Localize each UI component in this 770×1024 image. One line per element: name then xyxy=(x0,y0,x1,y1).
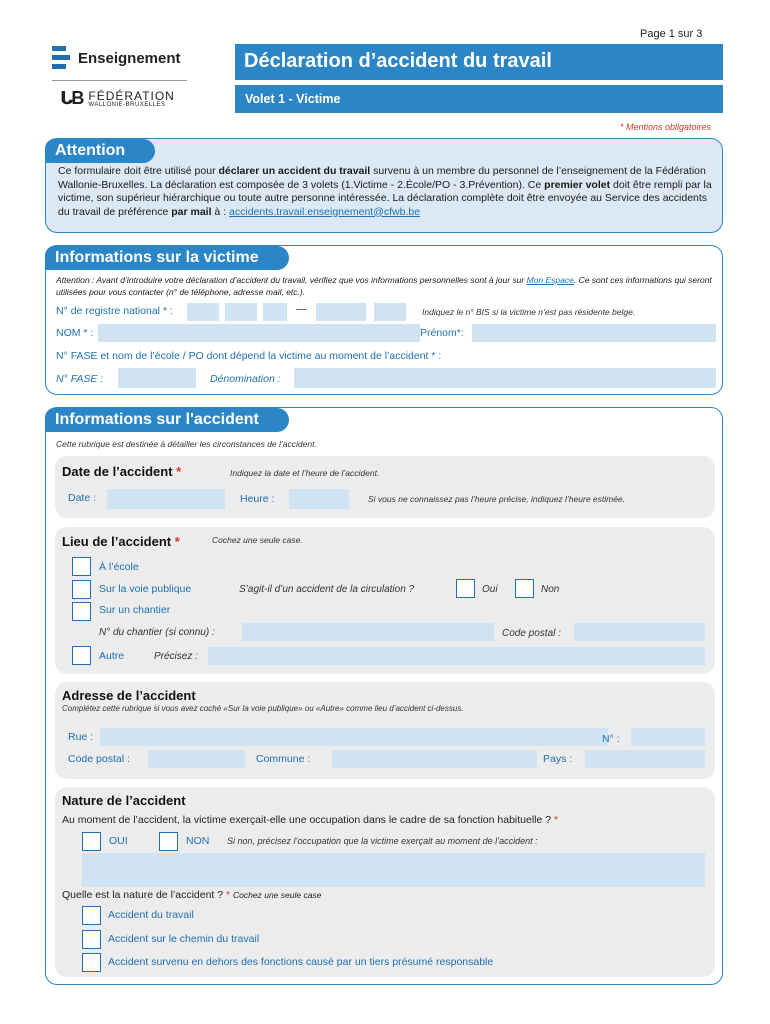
occupation-oui-checkbox[interactable] xyxy=(82,832,101,851)
adresse-heading: Adresse de l’accident xyxy=(62,688,196,703)
logo-divider xyxy=(52,80,187,81)
precisez-label: Précisez : xyxy=(154,651,198,662)
pays-field[interactable] xyxy=(585,750,705,768)
occupation-field[interactable] xyxy=(82,853,705,887)
victim-note: Attention : Avant d’introduire votre déclaration d’accident du travail, vérifiez que vos informations personnelles sont à jour sur Mon Espace. Ce sont ces informations qui seront utilisées pour vous contacter (n° de téléphone, adresse mail, etc.). xyxy=(56,275,712,297)
ecole-label: À l’école xyxy=(99,561,139,573)
enseignement-logo xyxy=(52,46,181,70)
numero-field[interactable] xyxy=(631,728,705,746)
accident-travail-label: Accident du travail xyxy=(108,909,194,921)
form-subtitle: Volet 1 - Victime xyxy=(235,85,723,113)
nom-label: NOM * : xyxy=(56,327,94,339)
lieu-heading: Lieu de l’accident * xyxy=(62,534,180,549)
adresse-hint: Complétez cette rubrique si vous avez coché «Sur la voie publique» ou «Autre» comme lieu d’accident ci-dessus. xyxy=(62,704,464,713)
occupation-non-checkbox[interactable] xyxy=(159,832,178,851)
date-label: Date : xyxy=(68,492,97,504)
adresse-subsection xyxy=(55,682,715,779)
accident-chemin-checkbox[interactable] xyxy=(82,930,101,949)
circulation-non-checkbox[interactable] xyxy=(515,579,534,598)
prenom-field[interactable] xyxy=(472,324,716,342)
voie-publique-checkbox[interactable] xyxy=(72,580,91,599)
rue-field[interactable] xyxy=(100,728,608,746)
accident-intro: Cette rubrique est destinée à détailler les circonstances de l’accident. xyxy=(56,439,317,449)
enseignement-logo-text: Enseignement xyxy=(78,49,181,67)
fase-label: N° FASE : xyxy=(56,373,104,385)
circulation-oui-checkbox[interactable] xyxy=(456,579,475,598)
adresse-cp-label: Code postal : xyxy=(68,753,130,765)
rue-label: Rue : xyxy=(68,731,94,743)
occupation-non-hint: Si non, précisez l’occupation que la victime exerçait au moment de l’accident : xyxy=(227,836,538,846)
chantier-num-field[interactable] xyxy=(242,623,494,641)
autre-checkbox[interactable] xyxy=(72,646,91,665)
nature-question: Quelle est la nature de l’accident ? * Cochez une seule case xyxy=(62,889,322,901)
commune-field[interactable] xyxy=(332,750,537,768)
denomination-label: Dénomination : xyxy=(210,373,281,385)
registre-label: N° de registre national * : xyxy=(56,305,173,317)
mandatory-note: * Mentions obligatoires xyxy=(620,122,712,132)
circulation-non-label: Non xyxy=(541,584,560,595)
email-link[interactable]: accidents.travail.enseignement@cfwb.be xyxy=(229,205,421,218)
lieu-subsection xyxy=(55,527,715,674)
fwb-logo-line1: FÉDÉRATION xyxy=(88,88,175,103)
enseignement-logo-icon xyxy=(52,46,70,70)
nom-field[interactable] xyxy=(98,324,420,342)
page-number: Page 1 sur 3 xyxy=(640,28,703,40)
mon-espace-link[interactable]: Mon Espace xyxy=(526,275,574,285)
fwb-logo xyxy=(60,88,175,109)
registre-field-1[interactable] xyxy=(187,303,219,321)
fwb-logo-line2: WALLONIE-BRUXELLES xyxy=(88,101,166,108)
occupation-question: Au moment de l’accident, la victime exerçait-elle une occupation dans le cadre de sa fonction habituelle ? * xyxy=(62,814,559,826)
autre-label: Autre xyxy=(99,650,125,662)
heure-hint: Si vous ne connaissez pas l’heure précise, indiquez l’heure estimée. xyxy=(368,494,626,504)
voie-publique-label: Sur la voie publique xyxy=(99,583,192,595)
registre-field-5[interactable] xyxy=(374,303,406,321)
accident-tiers-label: Accident survenu en dehors des fonctions causé par un tiers présumé responsable xyxy=(108,956,494,968)
heure-field[interactable] xyxy=(289,489,349,509)
numero-label: N° : xyxy=(602,733,620,745)
chantier-cp-label: Code postal : xyxy=(502,628,561,639)
registre-hint: Indiquez le n° BIS si la victime n’est pas résidente belge. xyxy=(422,307,636,317)
victim-section xyxy=(45,245,723,395)
lieu-hint: Cochez une seule case. xyxy=(212,535,303,545)
pays-label: Pays : xyxy=(543,753,573,765)
victim-section-title: Informations sur la victime xyxy=(45,246,289,270)
chantier-cp-field[interactable] xyxy=(574,623,705,641)
fwb-logo-icon: ᒐB xyxy=(60,88,83,108)
chantier-num-label: N° du chantier (si connu) : xyxy=(99,627,215,638)
registre-field-2[interactable] xyxy=(225,303,257,321)
accident-travail-checkbox[interactable] xyxy=(82,906,101,925)
registre-field-3[interactable] xyxy=(263,303,287,321)
chantier-label: Sur un chantier xyxy=(99,604,171,616)
commune-label: Commune : xyxy=(256,753,311,765)
ecole-checkbox[interactable] xyxy=(72,557,91,576)
attention-section xyxy=(45,138,723,233)
autre-precisez-field[interactable] xyxy=(208,647,705,665)
circulation-oui-label: Oui xyxy=(482,584,498,595)
accident-chemin-label: Accident sur le chemin du travail xyxy=(108,933,260,945)
adresse-cp-field[interactable] xyxy=(148,750,245,768)
circulation-question: S’agit-il d’un accident de la circulation ? xyxy=(239,584,415,595)
fase-question: N° FASE et nom de l’école / PO dont dépend la victime au moment de l’accident * : xyxy=(56,350,442,362)
occupation-non-label: NON xyxy=(186,835,210,847)
nature-subsection xyxy=(55,787,715,977)
date-heading: Date de l’accident * xyxy=(62,464,182,479)
registre-dash: — xyxy=(296,303,307,315)
date-subsection xyxy=(55,456,715,518)
chantier-checkbox[interactable] xyxy=(72,602,91,621)
denomination-field[interactable] xyxy=(294,368,716,388)
accident-section-title: Informations sur l'accident xyxy=(45,408,289,432)
nature-heading: Nature de l’accident xyxy=(62,793,186,808)
date-field[interactable] xyxy=(107,489,225,509)
date-hint: Indiquez la date et l’heure de l’accident. xyxy=(230,468,380,478)
form-title: Déclaration d’accident du travail xyxy=(235,44,723,80)
registre-field-4[interactable] xyxy=(316,303,366,321)
heure-label: Heure : xyxy=(240,493,275,505)
accident-tiers-checkbox[interactable] xyxy=(82,953,101,972)
occupation-oui-label: OUI xyxy=(109,835,128,847)
attention-text: Ce formulaire doit être utilisé pour déclarer un accident du travail survenu à un membre du personnel de l’enseignement de la Fédération Wallonie-Bruxelles. La déclaration est composée de 3 volets (1.Victime - 2.École/PO - 3.Prévention). Ce premier volet doit être rempli par la victime, son supérieur hiérarchique ou toute autre personne intéressée. La déclaration complète doit être envoyée au Service des accidents du travail de préférence par mail à : accidents.travail.enseignement@cfwb.be xyxy=(58,165,712,218)
attention-title: Attention xyxy=(45,139,155,163)
fase-field[interactable] xyxy=(118,368,196,388)
prenom-label: Prénom*: xyxy=(420,327,464,339)
